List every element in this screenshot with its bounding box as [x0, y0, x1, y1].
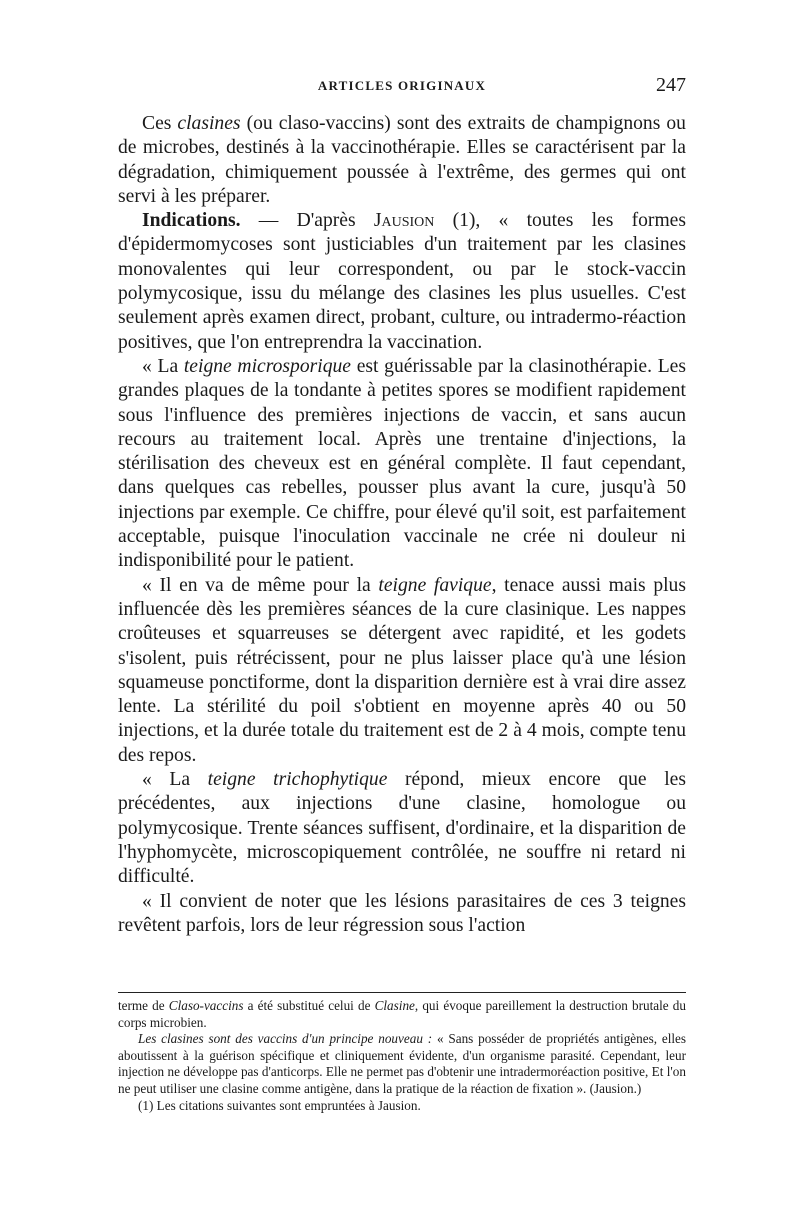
footnote-divider [118, 992, 686, 993]
author-name: Jausion [373, 210, 435, 232]
section-lead: Indications. [142, 210, 241, 232]
paragraph-indications [118, 209, 686, 355]
text-segment: (1), « toutes les formes d'épidermomycoses sont justiciables d'un traitement par les clasines monovalentes qui leur correspondent, ou par le stock-vaccin polymycosique, issu du mélange des clasines les plus usuelles. C'est seulement après examen direct, probant, culture, ou intradermo-réaction positives, que l'on entreprendra la vaccination. [118, 210, 687, 353]
italic-term: clasines [177, 113, 241, 134]
paragraph-clasines-definition [118, 112, 686, 209]
italic-term: teigne trichophytique [207, 769, 388, 791]
footnotes [118, 998, 686, 1114]
text-segment: « La [142, 355, 184, 377]
text-segment: « Il convient de noter que les lésions parasitaires de ces 3 teignes revêtent parfois, lors de leur régression sous l'action [118, 890, 686, 936]
italic-term: teigne favique [378, 574, 492, 596]
footnote-continuation [118, 998, 686, 1031]
text-segment: Ces [142, 113, 178, 134]
text-segment: est guérissable par la clasinothérapie. Les grandes plaques de la tondante à petites spores se modifient rapidement sous l'influence des premières injections de vaccin, et sans aucun recours au traitement local. Après une trentaine d'injections, la stérilisation des cheveux est en général complète. Il faut cependant, dans quelques cas rebelles, pousser plus avant la cure, jusqu'à 50 injections par exemple. Ce chiffre, pour élevé qu'il soit, est parfaitement acceptable, puisque l'inoculation vaccinale ne crée ni douleur ni indisponibilité pour le patient. [118, 355, 687, 572]
running-title: ARTICLES ORIGINAUX [317, 78, 487, 93]
text-segment: « Sans posséder de propriétés antigènes, elles aboutissent à la guérison spécifique et cliniquement évidente, d'un organisme parasité. Cependant, leur injection ne développe pas d'anticorps. Elle ne permet pas d'obtenir une intradermoréaction positive, Et l'on ne peut utiliser une clasine comme antigène, dans la pratique de la réaction de fixation ». (Jausion.) [118, 1031, 687, 1096]
italic-term: Clasine [374, 998, 415, 1013]
text-segment: répond, mieux encore que les précédentes, aux injections d'une clasine, homologue ou polymycosique. Trente séances suffisent, d'ordinaire, et la disparition de l'hyphomycète, microscopiquement contrôlée, ne souffre ni retard ni difficulté. [118, 769, 686, 888]
footnote-clasines-principle [118, 1031, 686, 1097]
page-header [118, 74, 686, 100]
text-segment: « La [142, 769, 208, 791]
body-text [118, 112, 686, 938]
text-segment: a été substitué celui de [243, 998, 375, 1013]
italic-term: Claso-vaccins [168, 998, 244, 1013]
text-segment: , tenace aussi mais plus influencée dès les premières séances de la cure clasinique. Les nappes croûteuses et squarreuses se détergent avec rapidité, et les godets s'isolent, puis rétrécissent, pour ne plus laisser place qu'à une lésion squameuse ponctiforme, dont la disparition dernière est à vrai dire assez lente. La stérilité du poil s'obtient en moyenne après 40 ou 50 injections, et la durée totale du traitement est de 2 à 4 mois, compte tenu des repos. [118, 574, 686, 766]
paragraph-teigne-trichophytique [118, 768, 686, 889]
paragraph-teigne-microsporique [118, 355, 686, 574]
paragraph-note-lesions [118, 890, 686, 939]
text-segment: , qui évoque pareillement la destruction brutale du corps microbien. [118, 998, 686, 1030]
text-segment: — D'après [240, 210, 374, 232]
page-number: 247 [656, 74, 686, 96]
paragraph-teigne-favique [118, 574, 686, 768]
italic-term: teigne microsporique [183, 355, 351, 377]
text-segment: (ou claso-vaccins) sont des extraits de champignons ou de microbes, destinés à la vaccinothérapie. Elles se caractérisent par la dégradation, chimiquement poussée à l'extrême, des germes qui ont servi à les préparer. [118, 113, 686, 207]
italic-term: Les clasines sont des vaccins d'un principe nouveau : [138, 1031, 433, 1047]
text-segment: terme de [118, 998, 169, 1013]
footnote-citation-source [118, 1098, 686, 1115]
text-segment: « Il en va de même pour la [142, 574, 379, 596]
text-segment: (1) Les citations suivantes sont empruntées à Jausion. [138, 1097, 421, 1113]
